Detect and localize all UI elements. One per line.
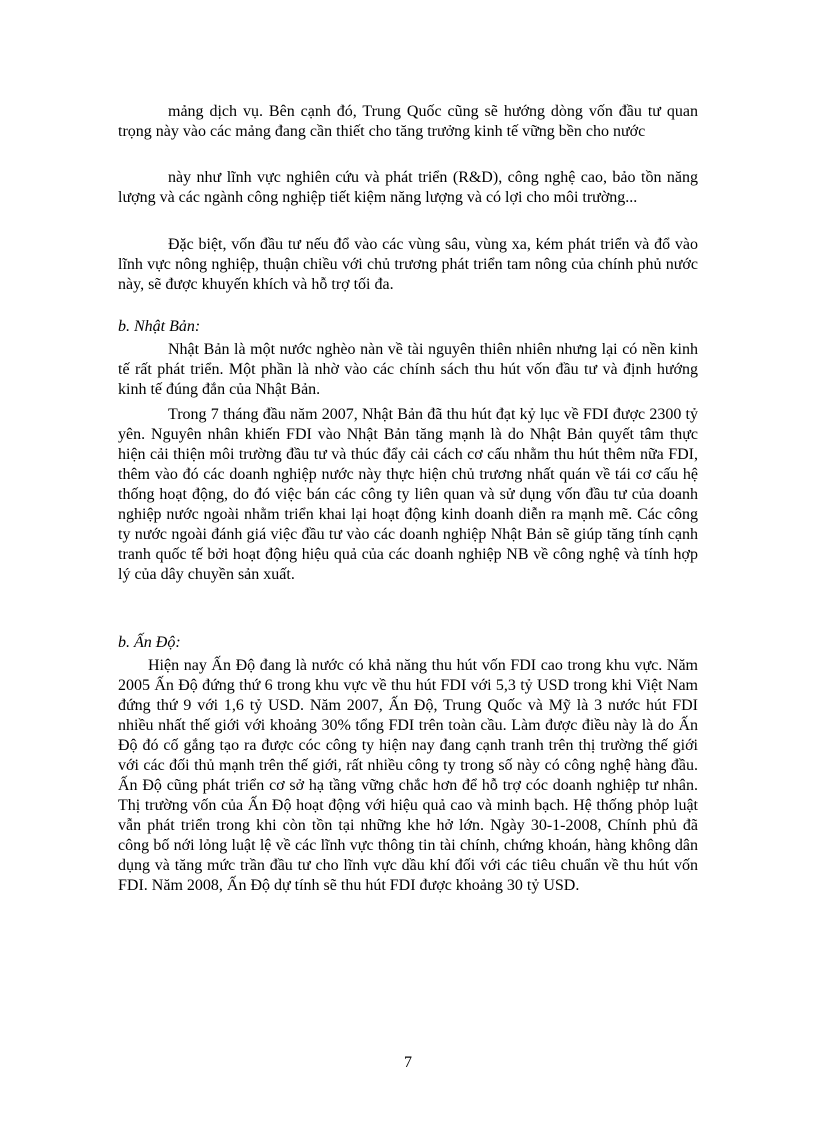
- paragraph-japan-fdi: Trong 7 tháng đầu năm 2007, Nhật Bản đã thu hút đạt kỷ lục về FDI được 2300 tỷ yên. Nguyên nhân khiến FDI vào Nhật Bản tăng mạnh là do Nhật Bản quyết tâm thực hiện cải thiện môi trường đầu tư và thúc đẩy cải cách cơ cấu nhằm thu hút thêm nữa FDI, thêm vào đó các doanh nghiệp nước này thực hiện chủ trương nhất quán về tái cơ cấu hệ thống hoạt động, do đó việc bán các công ty liên quan và sử dụng vốn đầu tư của doanh nghiệp nước ngoài nhằm triển khai lại hoạt động kinh doanh diễn ra mạnh mẽ. Các công ty nước ngoài đánh giá việc đầu tư vào các doanh nghiệp Nhật Bản sẽ giúp tăng tính cạnh tranh quốc tế bởi hoạt động hiệu quả của các doanh nghiệp NB về công nghệ và tính hợp lý của dây chuyền sản xuất.: [118, 406, 698, 583]
- paragraph-china-services: mảng dịch vụ. Bên cạnh đó, Trung Quốc cũng sẽ hướng dòng vốn đầu tư quan trọng này vào các mảng đang cần thiết cho tăng trưởng kinh tế vững bền cho nước: [118, 103, 698, 140]
- paragraph-india-fdi: Hiện nay Ấn Độ đang là nước có khả năng thu hút vốn FDI cao trong khu vực. Năm 2005 Ấn Độ đứng thứ 6 trong khu vực về thu hút FDI với 5,3 tỷ USD trong khi Việt Nam đứng thứ 9 với 1,6 tỷ USD. Năm 2007, Ấn Độ, Trung Quốc và Mỹ là 3 nước hút FDI nhiều nhất thế giới với khoảng 30% tổng FDI trên toàn cầu. Làm được điều này là do Ấn Độ đó cố gắng tạo ra được cóc công ty hiện nay đang cạnh tranh trên thị trường thế giới với các đối thủ mạnh trên thế giới, rất nhiều công ty trong số này có công nghệ hàng đầu. Ấn Độ cũng phát triển cơ sở hạ tầng vững chắc hơn để hỗ trợ cóc doanh nghiệp tư nhân. Thị trường vốn của Ấn Độ hoạt động với hiệu quả cao và minh bạch. Hệ thống phỏp luật vẫn phát triển trong khi còn tồn tại những khe hở lớn. Ngày 30-1-2008, Chính phủ đã công bố nới lỏng luật lệ về các lĩnh vực thông tin tài chính, chứng khoán, hàng không dân dụng và tăng mức trần đầu tư cho lĩnh vực dầu khí đối với các tiêu chuẩn về thu hút vốn FDI. Năm 2008, Ấn Độ dự tính sẽ thu hút FDI được khoảng 30 tỷ USD.: [118, 657, 698, 894]
- heading-india: b. Ấn Độ:: [118, 634, 181, 651]
- paragraph-china-rnd: này như lĩnh vực nghiên cứu và phát triển (R&D), công nghệ cao, bảo tồn năng lượng và các ngành công nghiệp tiết kiệm năng lượng và có lợi cho môi trường...: [118, 169, 698, 206]
- heading-japan: b. Nhật Bản:: [118, 318, 201, 335]
- page-number: 7: [404, 1054, 412, 1071]
- paragraph-china-rural: Đặc biệt, vốn đầu tư nếu đổ vào các vùng sâu, vùng xa, kém phát triển và đổ vào lĩnh vực nông nghiệp, thuận chiều với chủ trương phát triển tam nông của chính phủ nước này, sẽ được khuyến khích và hỗ trợ tối đa.: [118, 236, 698, 293]
- paragraph-japan-intro: Nhật Bản là một nước nghèo nàn về tài nguyên thiên nhiên nhưng lại có nền kinh tế rất phát triển. Một phần là nhờ vào các chính sách thu hút vốn đầu tư và định hướng kinh tế đúng đắn của Nhật Bản.: [118, 341, 698, 398]
